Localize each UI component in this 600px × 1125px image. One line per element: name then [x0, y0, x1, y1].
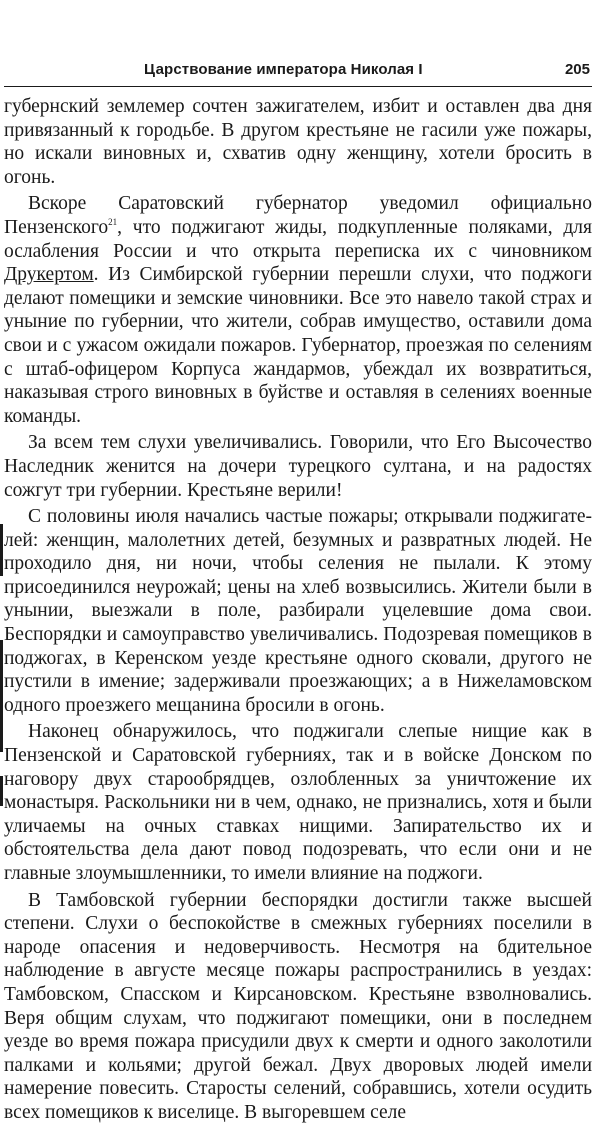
- paragraph-5: Наконец обнаружилось, что поджигали слепые нищие как в Пензенской и Саратовской губерниях, так и в войске Донском по наговору двух старообрядцев, озлобленных за уничтожение их монастыря. Раскольники ни в чем, однако, не признались, хотя и были уличаемы на очных ставках нищими. Запирательство их и обстоятельства дела дают повод подозревать, что если они и не главные злоумышленники, то имели влияние на поджоги.: [4, 721, 592, 884]
- margin-mark-1: [0, 524, 3, 576]
- underlined-name: Друкертом: [4, 264, 94, 286]
- paragraph-6: В Тамбовской губернии беспорядки достигли также высшей степени. Слухи о беспокойстве в смежных губерниях поселили в народе опасения и недоверчивость. Несмотря на бдительное наблюдение в августе месяце пожары распространились в уездах: Тамбовском, Спасском и Кирсановском. Крестьяне взволновались. Веря общим слухам, что поджигают помещики, они в последнем уезде во время пожара присудили двух к смерти и одного заколотили палками и кольями; другой бежал. Двух дворовых людей имели намерение повесить. Старосты селений, собравшись, хотели осудить всех помещиков к виселице. В выгоревшем селе: [4, 889, 592, 1123]
- paragraph-2-middle: , что поджигают жиды, подкупленные поляками, для ослабления России и что открыта переписка их с чиновником: [4, 216, 592, 262]
- page-number: 205: [564, 61, 590, 78]
- running-title: Царствование императора Николая I: [144, 61, 423, 78]
- page-header: [4, 58, 592, 87]
- paragraph-2: [4, 192, 592, 428]
- paragraph-2-end: . Из Симбирской губернии перешли слухи, что поджоги делают помещики и земские чиновники. Все это навело такой страх и уныние по губернии, что жители, собрав имущество, оставили дома свои и с ужасом ожидали пожаров. Губернатор, проезжая по селениям с штаб-офицером Корпуса жандармов, убеждал их возвратиться, наказывая строго виновных в буйстве и оставляя в селениях военные команды.: [4, 264, 592, 427]
- paragraph-3: За всем тем слухи увеличивались. Говорили, что Его Высочество Наследник женится на дочери турецкого султана, и на радостях сожгут три губернии. Крестьяне верили!: [4, 432, 592, 501]
- body-text: [4, 95, 592, 1125]
- paragraph-2-start: Вскоре Саратовский губернатор уведомил официально Пензенского: [4, 193, 592, 238]
- margin-mark-3: [0, 776, 3, 806]
- paragraph-1: губернский землемер сочтен зажигателем, избит и оставлен два дня привязанный к городьбе. В другом крестьяне не гасили уже пожары, но искали виновных и, схватив одну женщину, хотели бросить в огонь.: [4, 96, 592, 188]
- footnote-ref: 21: [108, 216, 118, 227]
- margin-mark-2: [0, 640, 3, 752]
- paragraph-4: С половины июля начались частые пожары; открывали поджигателей: женщин, малолетних детей, безумных и развратных людей. Не проходило дня, ни ночи, чтобы селения не пылали. К этому присоединился неурожай; цены на хлеб возвысились. Жители были в унынии, выезжали в поле, разбирали уцелевшие дома свои. Беспорядки и самоуправство увеличивались. Подозревая помещиков в поджогах, в Керенском уезде крестьяне одного сковали, другого не пустили в имение; задерживали проезжающих; а в Нижеламовском одного проезжего мещанина бросили в огонь.: [4, 506, 592, 716]
